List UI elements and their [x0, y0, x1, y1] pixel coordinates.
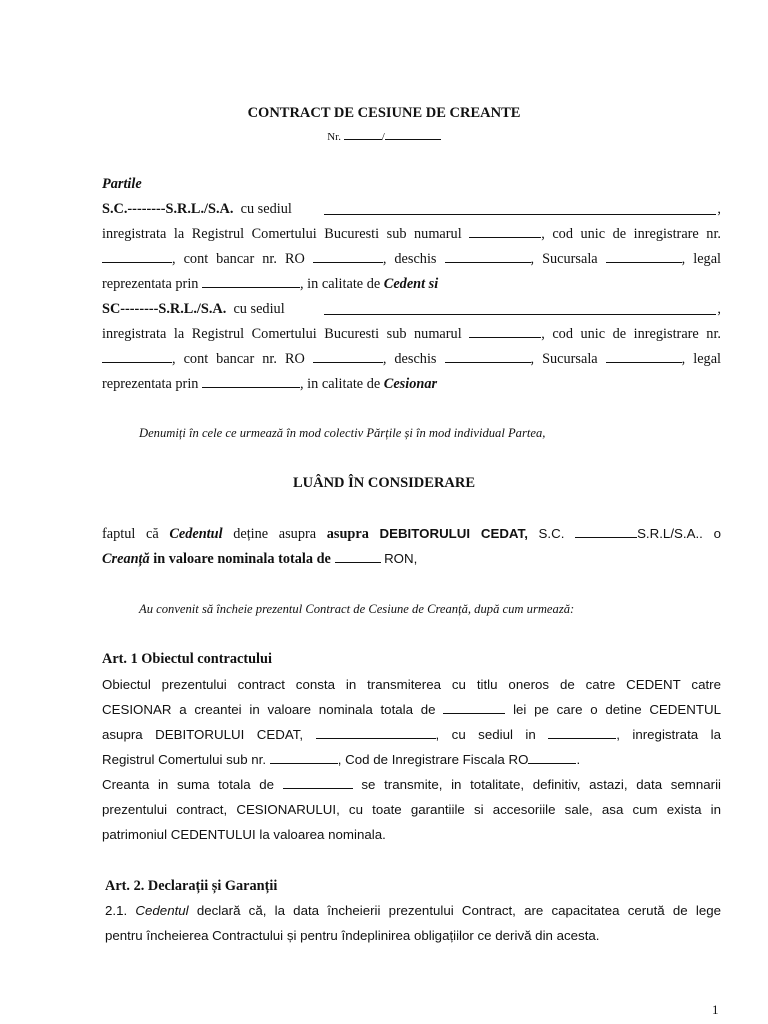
art1-registry-blank — [270, 751, 338, 764]
representative-text: reprezentata prin — [102, 376, 199, 392]
registry-text: inregistrata la Registrul Comertului Bucuresti sub numarul — [102, 226, 462, 242]
bank-account-text: , cont bancar nr. RO — [172, 251, 305, 267]
contract-number — [0, 127, 768, 146]
art2-text: declară că, la data încheierii prezentului Contract, are capacitatea cerută de lege — [196, 903, 722, 918]
cedent-line-4 — [102, 275, 721, 293]
art2-clause-number: 2.1. — [105, 903, 128, 918]
art1-heading: Art. 1 Obiectul contractului — [102, 651, 272, 667]
srl-text: S.R.L/S.A.. o — [637, 526, 721, 541]
cedent-term: Cedentul — [169, 526, 223, 542]
capacity-text: , in calitate de — [300, 276, 381, 292]
cedent-line-2 — [102, 225, 721, 243]
art1-text: Creanta in suma totala de — [102, 777, 275, 792]
nr-blank — [344, 127, 382, 140]
art1-text: asupra DEBITORULUI CEDAT, — [102, 727, 304, 742]
cesionar-role: Cesionar — [383, 376, 438, 392]
branch-text: , Sucursala — [530, 351, 598, 367]
art1-text: CESIONAR a creantei in valoare nominala totala de — [102, 702, 436, 717]
cui-blank — [102, 350, 172, 363]
nr-year-blank — [385, 127, 441, 140]
art1-text: lei pe care o detine CEDENTUL — [513, 702, 721, 717]
registry-number-blank — [469, 325, 541, 338]
cesionar-line-2 — [102, 325, 721, 343]
bank-account-blank — [313, 250, 383, 263]
cedent-term: Cedentul — [135, 903, 189, 918]
representative-blank — [202, 275, 300, 288]
art2-line-1 — [105, 902, 721, 920]
comma: , — [717, 301, 721, 317]
art1-address-blank — [548, 726, 616, 739]
cui-blank — [102, 250, 172, 263]
bank-account-blank — [313, 350, 383, 363]
cedent-sediu-blank — [324, 202, 716, 215]
branch-text: , Sucursala — [530, 251, 598, 267]
nominal-value-text: in valoare nominala totala de — [153, 551, 331, 567]
bank-blank — [445, 250, 531, 263]
art2-line-2: pentru încheierea Contractului și pentru îndeplinirea obligațiilor ce derivă din acesta. — [105, 928, 600, 943]
agreement-note: Au convenit să încheie prezentul Contract de Cesiune de Creanță, după cum urmează: — [139, 602, 575, 616]
representative-text: reprezentata prin — [102, 276, 199, 292]
creanta-term: Creanță — [102, 551, 150, 567]
considering-line-2 — [102, 550, 721, 568]
cedent-role: Cedent si — [383, 276, 439, 292]
cesionar-line-3 — [102, 350, 721, 368]
bank-account-text: , cont bancar nr. RO — [172, 351, 305, 367]
considering-text: faptul că — [102, 526, 159, 542]
considering-heading: LUÂND ÎN CONSIDERARE — [292, 475, 476, 491]
cedent-sediu-label: cu sediul — [240, 201, 292, 217]
branch-blank — [606, 350, 682, 363]
art1-text: se transmite, in totalitate, definitiv, astazi, data semnarii — [361, 777, 721, 792]
art1-sum-blank — [283, 776, 353, 789]
art1-line-2 — [102, 701, 721, 719]
registry-text: inregistrata la Registrul Comertului Bucuresti sub numarul — [102, 326, 462, 342]
branch-blank — [606, 250, 682, 263]
bank-blank — [445, 350, 531, 363]
nr-separator: / — [381, 131, 385, 143]
page-number: 1 — [712, 1002, 719, 1017]
art1-line-4 — [102, 751, 721, 769]
art1-line-5 — [102, 776, 721, 794]
sc-text: S.C. — [538, 526, 565, 541]
cui-text: , cod unic de inregistrare nr. — [541, 326, 721, 342]
debitor-term: DEBITORULUI CEDAT, — [379, 526, 528, 541]
cesionar-line-1 — [102, 300, 721, 318]
art1-line-1: Obiectul prezentului contract consta in transmiterea cu titlu oneros de catre CEDENT catre — [102, 677, 721, 692]
art1-value-blank — [443, 701, 505, 714]
nr-label: Nr. — [327, 131, 341, 143]
registry-number-blank — [469, 225, 541, 238]
cesionar-company: SC--------S.R.L./S.A. — [102, 301, 227, 317]
art1-line-7: patrimoniul CEDENTULUI la valoarea nominala. — [102, 827, 386, 842]
currency-text: RON, — [384, 551, 418, 566]
legal-text: , legal — [681, 251, 722, 267]
value-blank — [335, 550, 381, 563]
art1-text: , Cod de Inregistrare Fiscala RO — [337, 752, 529, 767]
cesionar-sediu-blank — [324, 302, 716, 315]
debitor-name-blank — [575, 525, 637, 538]
contract-title: CONTRACT DE CESIUNE DE CREANTE — [247, 105, 521, 121]
representative-blank — [202, 375, 300, 388]
parties-heading: Partile — [102, 176, 142, 192]
cedent-line-1 — [102, 200, 721, 218]
considering-bold-text: asupra — [326, 526, 369, 542]
cesionar-sediu-label: cu sediul — [233, 301, 285, 317]
legal-text: , legal — [681, 351, 722, 367]
art2-heading: Art. 2. Declarații și Garanții — [105, 878, 278, 894]
cui-text: , cod unic de inregistrare nr. — [541, 226, 721, 242]
art1-text: . — [576, 752, 581, 767]
cedent-company: S.C.--------S.R.L./S.A. — [102, 201, 234, 217]
art1-line-3 — [102, 726, 721, 744]
capacity-text: , in calitate de — [300, 376, 381, 392]
art1-debitor-blank — [316, 726, 436, 739]
bank-text: , deschis — [382, 351, 437, 367]
art1-text: , inregistrata la — [616, 727, 721, 742]
bank-text: , deschis — [382, 251, 437, 267]
cesionar-line-4 — [102, 375, 721, 393]
considering-line-1 — [102, 525, 721, 543]
art1-line-6: prezentului contract, CESIONARULUI, cu toate garantiile si accesoriile sale, asa cum exista in — [102, 802, 721, 817]
cedent-line-3 — [102, 250, 721, 268]
art1-text: Registrul Comertului sub nr. — [102, 752, 267, 767]
considering-text: deține asupra — [233, 526, 317, 542]
intro-note: Denumiți în cele ce urmează în mod colectiv Părțile și în mod individual Partea, — [139, 426, 546, 440]
art1-fiscal-code-blank — [528, 751, 576, 764]
comma: , — [717, 201, 721, 217]
art1-text: , cu sediul in — [435, 727, 536, 742]
